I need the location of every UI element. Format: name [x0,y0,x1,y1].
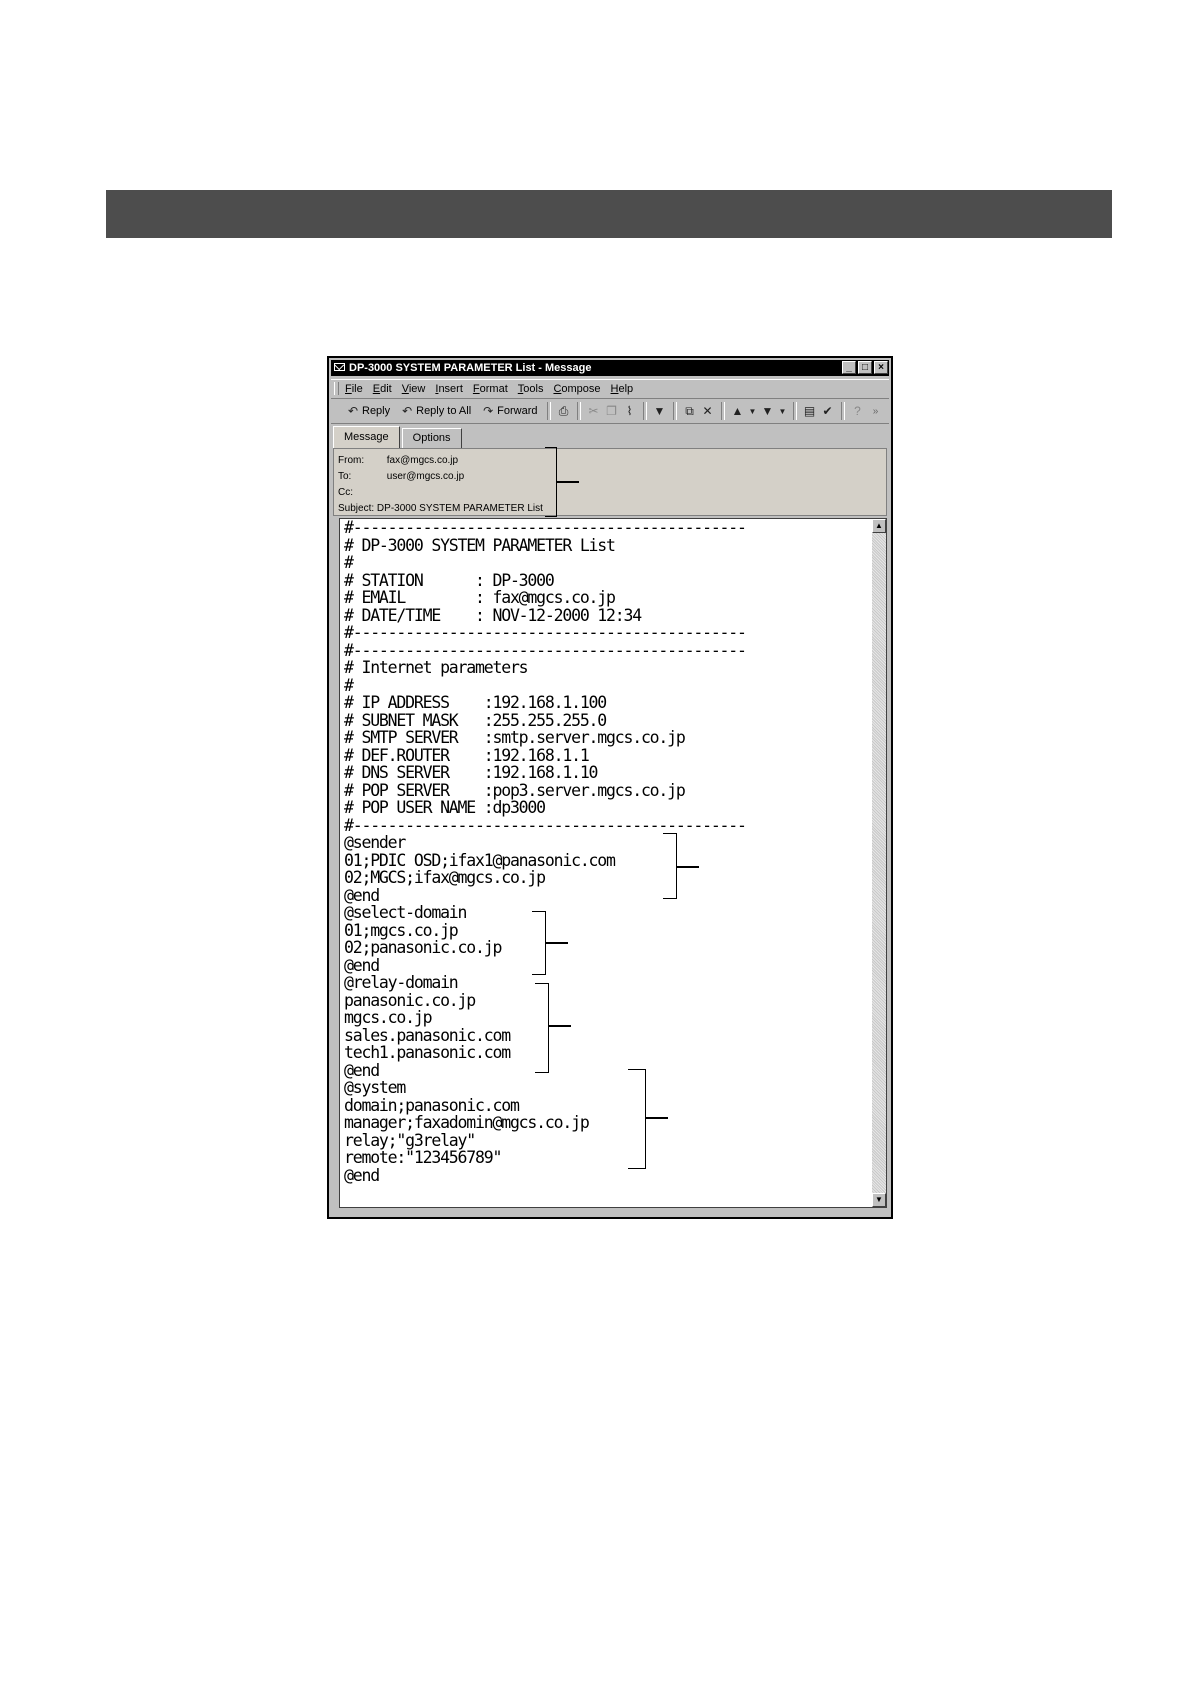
subject-value[interactable]: DP-3000 SYSTEM PARAMETER List [376,503,543,514]
body-line: panasonic.co.jp [344,990,476,1010]
to-label: To: [338,471,352,482]
body-line: # POP USER NAME :dp3000 [344,798,545,817]
cut-icon[interactable]: ✂ [588,403,599,418]
body-line: # SMTP SERVER :smtp.server.mgcs.co.jp [344,728,685,747]
body-line: 01;PDIC OSD;ifax1@panasonic.com [344,850,615,870]
section-header-band [106,190,1112,238]
body-line: #--------------------------------------------- [344,640,746,660]
body-line: 02;MGCS;ifax@mgcs.co.jp [344,868,545,887]
sender-callout-line [677,866,699,868]
menu-grip-icon [334,382,339,395]
menu-view[interactable]: View [401,383,426,395]
message-tabs [333,428,464,448]
select-domain-callout-line [546,942,568,944]
menu-file[interactable]: File [345,383,363,395]
tab-options[interactable]: Options [402,428,462,448]
reply-all-icon: ↶ [402,403,413,418]
body-line: @end [344,885,379,905]
reply-all-label: Reply to All [416,405,472,417]
body-line: 01;mgcs.co.jp [344,920,458,940]
body-line: # [344,675,353,695]
body-line: @end [344,1060,379,1080]
headers-callout-line [557,481,579,483]
title-bar[interactable] [331,360,889,376]
move-to-folder-icon[interactable]: ⧉ [685,403,694,418]
body-line: # DEF.ROUTER :192.168.1.1 [344,745,589,765]
body-line: #--------------------------------------------- [344,623,746,642]
system-callout-bracket [628,1069,646,1169]
toolbar-separator [643,402,647,420]
cc-row [338,487,384,498]
vertical-scrollbar[interactable] [872,519,886,1207]
system-callout-line [646,1117,668,1119]
copy-icon[interactable]: ❐ [606,403,617,418]
body-line: # IP ADDRESS :192.168.1.100 [344,693,607,712]
body-line: tech1.panasonic.com [344,1043,510,1062]
toolbar-separator [793,402,797,420]
flag-icon[interactable]: ▼ [653,403,666,418]
body-line: @system [344,1078,406,1097]
toolbar-separator [547,402,551,420]
body-line: # POP SERVER :pop3.server.mgcs.co.jp [344,780,685,800]
body-line: @end [344,1165,379,1185]
subject-label: Subject: [338,503,375,514]
body-line: @relay-domain [344,973,458,992]
minimize-button[interactable]: _ [842,361,856,374]
message-headers [333,448,887,516]
relay-domain-callout-line [549,1025,571,1027]
body-line: manager;faxadomin@mgcs.co.jp [344,1113,589,1132]
envelope-icon [334,363,345,371]
menu-tools[interactable]: Tools [517,383,544,395]
headers-callout-bracket [545,447,557,517]
body-line: # [344,553,353,572]
maximize-button[interactable]: □ [858,361,872,374]
body-line: # DNS SERVER :192.168.1.10 [344,763,598,782]
body-line: #--------------------------------------------- [344,518,746,537]
toolbar-separator [721,402,725,420]
next-dropdown-icon[interactable]: ▼ [778,406,787,416]
menu-compose[interactable]: Compose [553,383,601,395]
attach-icon[interactable]: ⌇ [626,403,633,418]
from-label: From: [338,455,365,466]
menu-help[interactable]: Help [610,383,634,395]
message-body[interactable] [339,518,887,1208]
body-line: #--------------------------------------------- [344,815,746,835]
close-button[interactable]: × [874,361,888,374]
from-value[interactable]: fax@mgcs.co.jp [386,455,459,466]
previous-item-icon[interactable]: ▲ [731,403,744,418]
print-icon[interactable]: ⎙ [558,403,569,418]
forward-icon: ↷ [483,403,494,418]
from-row [338,455,458,466]
menu-edit[interactable]: Edit [372,383,392,395]
body-line: # DP-3000 SYSTEM PARAMETER List [344,535,615,555]
delete-icon[interactable]: ✕ [702,403,713,418]
menu-bar [331,379,889,399]
scroll-up-icon[interactable]: ▲ [872,519,886,533]
subject-row [338,503,543,514]
message-body-text [344,519,746,1184]
forward-label: Forward [497,405,538,417]
toolbar-overflow-chevron-icon[interactable]: » [872,405,879,417]
body-line: domain;panasonic.com [344,1095,519,1115]
body-line: # DATE/TIME : NOV-12-2000 12:34 [344,605,641,625]
reply-all-button[interactable] [397,401,474,421]
body-line: sales.panasonic.com [344,1025,510,1045]
to-row [338,471,464,482]
toolbar-separator [673,402,677,420]
body-line: relay;"g3relay" [344,1130,476,1150]
toolbar-separator [577,402,581,420]
check-names-icon[interactable]: ✔ [822,403,833,418]
reply-icon: ↶ [347,403,359,418]
body-line: @end [344,955,379,975]
sender-callout-bracket [663,833,677,899]
reply-button[interactable] [343,401,393,421]
tab-message[interactable]: Message [333,426,400,448]
cc-label: Cc: [338,487,353,498]
help-icon[interactable]: ? [854,403,861,418]
body-line: 02;panasonic.co.jp [344,938,502,957]
previous-dropdown-icon[interactable]: ▼ [748,406,757,416]
next-item-icon[interactable]: ▼ [761,403,774,418]
body-line: @select-domain [344,903,467,922]
menu-insert[interactable]: Insert [435,383,463,395]
body-line: remote:"123456789" [344,1148,502,1167]
body-line: # SUBNET MASK :255.255.255.0 [344,710,607,730]
reply-label: Reply [362,405,391,417]
to-value[interactable]: user@mgcs.co.jp [386,471,465,482]
toolbar [331,399,889,424]
window-title: DP-3000 SYSTEM PARAMETER List - Message [349,362,592,374]
body-line: # Internet parameters [344,658,528,677]
menu-format[interactable]: Format [472,383,508,395]
relay-domain-callout-bracket [535,983,549,1073]
address-book-icon[interactable]: ▤ [803,403,816,418]
forward-button[interactable] [478,401,540,421]
message-window [327,356,893,1219]
scroll-down-icon[interactable]: ▼ [872,1193,886,1207]
toolbar-separator [841,402,845,420]
body-line: @sender [344,833,406,852]
body-line: mgcs.co.jp [344,1008,432,1027]
body-line: # EMAIL : fax@mgcs.co.jp [344,588,615,607]
select-domain-callout-bracket [532,911,546,975]
body-line: # STATION : DP-3000 [344,570,554,590]
